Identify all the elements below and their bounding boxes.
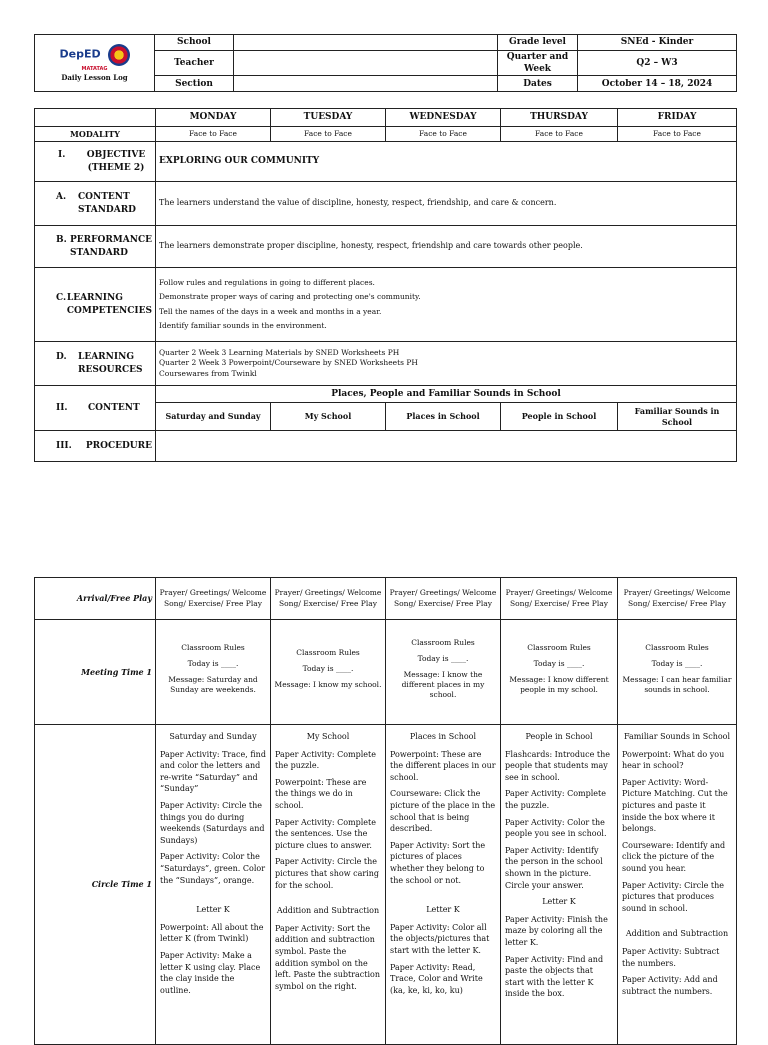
modality-value: Face to Face (386, 127, 501, 142)
teacher-field[interactable] (234, 51, 498, 76)
objective-label: I. OBJECTIVE (THEME 2) (35, 142, 156, 182)
arrival-value: Prayer/ Greetings/ Welcome Song/ Exercise/ Free Play (271, 578, 386, 620)
competencies-label: C. LEARNING COMPETENCIES (35, 268, 156, 342)
topic-friday: Familiar Sounds in School (618, 403, 737, 431)
topic-tuesday: My School (271, 403, 386, 431)
competencies-list (156, 268, 737, 342)
modality-label: MODALITY (35, 127, 156, 142)
day-friday: FRIDAY (618, 109, 737, 127)
teacher-label: Teacher (155, 51, 234, 76)
section-label: Section (155, 76, 234, 92)
modality-value: Face to Face (501, 127, 618, 142)
resource-item: Coursewares from Twinkl (159, 368, 257, 378)
topic-thursday: People in School (501, 403, 618, 431)
quarter-value: Q2 – W3 (578, 51, 737, 76)
competency-item: Tell the names of the days in a week and months in a year. (159, 306, 382, 316)
meeting-tuesday: Classroom Rules Today is ____. Message: I know my school. (271, 620, 386, 725)
competency-item: Demonstrate proper ways of caring and protecting one's community. (159, 292, 421, 302)
circle-tuesday: My School Paper Activity: Complete the puzzle. Powerpoint: These are the things we do in school. Paper Activity: Complete the sentences. Use the picture clues to answer. Paper Activity: Circle the pictures that show caring for the school. Addition and Subtraction Paper Activity: Sort the addition and subtraction symbol. Paste the addition symbol on the left. Paste the subtraction symbol on the right. (271, 725, 386, 1045)
school-field[interactable] (234, 35, 498, 51)
logo-caption: Daily Lesson Log (61, 72, 128, 82)
circle-label: Circle Time 1 (35, 725, 156, 1045)
arrival-value: Prayer/ Greetings/ Welcome Song/ Exercise/ Free Play (156, 578, 271, 620)
meeting-thursday: Classroom Rules Today is ____. Message: I know different people in my school. (501, 620, 618, 725)
modality-value: Face to Face (618, 127, 737, 142)
modality-value: Face to Face (156, 127, 271, 142)
quarter-label: Quarter and Week (498, 51, 578, 76)
dates-label: Dates (498, 76, 578, 92)
grade-label: Grade level (498, 35, 578, 51)
arrival-label: Arrival/Free Play (35, 578, 156, 620)
logo-cell (35, 35, 155, 92)
seal-icon (108, 44, 130, 66)
modality-value: Face to Face (271, 127, 386, 142)
procedure-table (34, 577, 737, 1045)
arrival-value: Prayer/ Greetings/ Welcome Song/ Exercise/ Free Play (618, 578, 737, 620)
circle-wednesday: Places in School Powerpoint: These are the different places in our school. Courseware: Click the picture of the place in the school that is being described. Paper Activity: Sort the pictures of places whether they belong to the school or not. Letter K Paper Activity: Color all the objects/pictures that start with the letter K. Paper Activity: Read, Trace, Color and Write (ka, ke, ki, ko, ku) (386, 725, 501, 1045)
arrival-value: Prayer/ Greetings/ Welcome Song/ Exercise/ Free Play (501, 578, 618, 620)
circle-friday: Familiar Sounds in School Powerpoint: What do you hear in school? Paper Activity: Word-Picture Matching. Cut the pictures and paste it inside the box where it belongs. Courseware: Identify and click the picture of the sound you hear. Paper Activity: Circle the pictures that produces sound in school. Addition and Subtraction Paper Activity: Subtract the numbers. Paper Activity: Add and subtract the numbers. (618, 725, 737, 1045)
meeting-friday: Classroom Rules Today is ____. Message: I can hear familiar sounds in school. (618, 620, 737, 725)
matatag-logo: MATATAG (81, 66, 108, 73)
circle-monday: Saturday and Sunday Paper Activity: Trace, find and color the letters and re-write “Saturday” and “Sunday” Paper Activity: Circle the things you do during weekends (Saturdays and Sundays) Paper Activity: Color the “Saturdays”, green. Color the “Sundays”, orange. Letter K Powerpoint: All about the letter K (from Twinkl) Paper Activity: Make a letter K using clay. Place the clay inside the outline. (156, 725, 271, 1045)
performance-standard-value: The learners demonstrate proper discipline, honesty, respect, friendship and care towards other people. (156, 226, 737, 268)
circle-thursday: People in School Flashcards: Introduce the people that students may see in school. Paper Activity: Complete the puzzle. Paper Activity: Color the people you see in school. Paper Activity: Identify the person in the school shown in the picture. Circle your answer. Letter K Paper Activity: Finish the maze by coloring all the letter K. Paper Activity: Find and paste the objects that start with the letter K inside the box. (501, 725, 618, 1045)
performance-standard-label: B. PERFORMANCE STANDARD (35, 226, 156, 268)
procedure-value (156, 431, 737, 462)
day-wednesday: WEDNESDAY (386, 109, 501, 127)
header-table (34, 34, 737, 92)
meeting-wednesday: Classroom Rules Today is ____. Message: I know the different places in my school. (386, 620, 501, 725)
content-label: II. CONTENT (35, 386, 156, 431)
meeting-monday: Classroom Rules Today is ____. Message: Saturday and Sunday are weekends. (156, 620, 271, 725)
procedure-label: III. PROCEDURE (35, 431, 156, 462)
content-title: Places, People and Familiar Sounds in School (156, 386, 737, 403)
dates-value: October 14 – 18, 2024 (578, 76, 737, 92)
content-standard-label: A. CONTENT STANDARD (35, 182, 156, 226)
topic-wednesday: Places in School (386, 403, 501, 431)
deped-logo: DepED (59, 47, 101, 61)
lesson-table (34, 108, 737, 462)
competency-item: Follow rules and regulations in going to different places. (159, 278, 375, 288)
content-standard-value: The learners understand the value of discipline, honesty, respect, friendship, and care & concern. (156, 182, 737, 226)
resource-item: Quarter 2 Week 3 Powerpoint/Courseware by SNED Worksheets PH (159, 358, 418, 368)
day-monday: MONDAY (156, 109, 271, 127)
grade-value: SNEd - Kinder (578, 35, 737, 51)
resources-list (156, 342, 737, 386)
resources-label: D. LEARNING RESOURCES (35, 342, 156, 386)
resource-item: Quarter 2 Week 3 Learning Materials by SNED Worksheets PH (159, 348, 400, 358)
meeting-label: Meeting Time 1 (35, 620, 156, 725)
day-tuesday: TUESDAY (271, 109, 386, 127)
objective-value: EXPLORING OUR COMMUNITY (156, 142, 737, 182)
competency-item: Identify familiar sounds in the environment. (159, 320, 327, 330)
corner-cell (35, 109, 156, 127)
school-label: School (155, 35, 234, 51)
arrival-value: Prayer/ Greetings/ Welcome Song/ Exercise/ Free Play (386, 578, 501, 620)
topic-monday: Saturday and Sunday (156, 403, 271, 431)
section-field[interactable] (234, 76, 498, 92)
day-thursday: THURSDAY (501, 109, 618, 127)
